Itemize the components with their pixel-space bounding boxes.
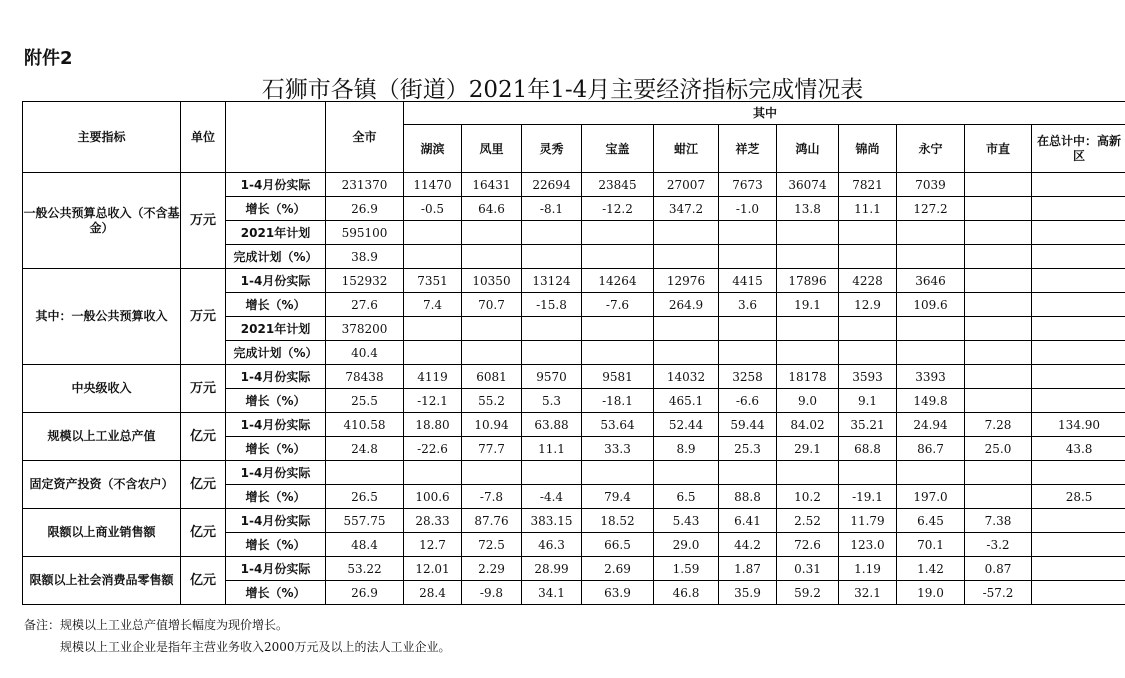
value-cell: 63.9 xyxy=(582,581,654,605)
metric-label: 增长（%） xyxy=(226,581,326,605)
header-city: 全市 xyxy=(326,102,404,173)
table-row xyxy=(23,413,1125,437)
value-cell: 1.42 xyxy=(897,557,965,581)
value-cell: 17896 xyxy=(777,269,839,293)
value-cell xyxy=(965,317,1032,341)
value-cell: 72.5 xyxy=(462,533,522,557)
metric-label: 1-4月份实际 xyxy=(226,173,326,197)
value-cell xyxy=(1032,197,1125,221)
value-cell: -0.5 xyxy=(404,197,462,221)
value-cell: 5.43 xyxy=(654,509,719,533)
value-cell xyxy=(719,245,777,269)
city-value: 595100 xyxy=(326,221,404,245)
value-cell xyxy=(897,341,965,365)
header-town: 湖滨 xyxy=(404,125,462,173)
value-cell xyxy=(897,461,965,485)
value-cell: 18.80 xyxy=(404,413,462,437)
value-cell: 10.2 xyxy=(777,485,839,509)
value-cell: 7351 xyxy=(404,269,462,293)
value-cell: 9570 xyxy=(522,365,582,389)
value-cell xyxy=(1032,293,1125,317)
value-cell: 11.1 xyxy=(522,437,582,461)
city-value: 48.4 xyxy=(326,533,404,557)
value-cell xyxy=(777,221,839,245)
table-row xyxy=(23,557,1125,581)
value-cell xyxy=(522,461,582,485)
value-cell: 28.99 xyxy=(522,557,582,581)
value-cell: 12.9 xyxy=(839,293,897,317)
value-cell xyxy=(582,317,654,341)
metric-label: 1-4月份实际 xyxy=(226,269,326,293)
value-cell: 35.21 xyxy=(839,413,897,437)
indicator-name: 一般公共预算总收入（不含基金） xyxy=(23,173,181,269)
value-cell xyxy=(965,221,1032,245)
value-cell xyxy=(777,317,839,341)
value-cell: 28.4 xyxy=(404,581,462,605)
value-cell: 16431 xyxy=(462,173,522,197)
value-cell xyxy=(965,269,1032,293)
value-cell: 29.0 xyxy=(654,533,719,557)
city-value: 152932 xyxy=(326,269,404,293)
value-cell: 2.52 xyxy=(777,509,839,533)
value-cell: 55.2 xyxy=(462,389,522,413)
value-cell: 29.1 xyxy=(777,437,839,461)
metric-label: 完成计划（%） xyxy=(226,245,326,269)
table-row xyxy=(23,365,1125,389)
value-cell: -3.2 xyxy=(965,533,1032,557)
metric-label: 2021年计划 xyxy=(226,221,326,245)
value-cell: 127.2 xyxy=(897,197,965,221)
header-among: 其中 xyxy=(404,102,1125,125)
value-cell: 63.88 xyxy=(522,413,582,437)
value-cell: 5.3 xyxy=(522,389,582,413)
header-town: 鸿山 xyxy=(777,125,839,173)
header-town: 祥芝 xyxy=(719,125,777,173)
value-cell xyxy=(1032,557,1125,581)
value-cell xyxy=(582,245,654,269)
value-cell: -7.8 xyxy=(462,485,522,509)
city-value: 38.9 xyxy=(326,245,404,269)
notes xyxy=(24,614,451,658)
value-cell: 347.2 xyxy=(654,197,719,221)
value-cell: -9.8 xyxy=(462,581,522,605)
value-cell xyxy=(719,461,777,485)
city-value: 78438 xyxy=(326,365,404,389)
value-cell xyxy=(719,317,777,341)
value-cell xyxy=(839,221,897,245)
value-cell: -8.1 xyxy=(522,197,582,221)
value-cell xyxy=(404,245,462,269)
value-cell xyxy=(965,197,1032,221)
value-cell xyxy=(654,221,719,245)
header-indicator: 主要指标 xyxy=(23,102,181,173)
header-town: 凤里 xyxy=(462,125,522,173)
value-cell: 7.4 xyxy=(404,293,462,317)
indicator-name: 固定资产投资（不含农户） xyxy=(23,461,181,509)
unit-cell: 万元 xyxy=(181,365,226,413)
value-cell xyxy=(1032,389,1125,413)
value-cell: 19.0 xyxy=(897,581,965,605)
value-cell: 34.1 xyxy=(522,581,582,605)
value-cell: 46.8 xyxy=(654,581,719,605)
indicator-name: 其中：一般公共预算收入 xyxy=(23,269,181,365)
value-cell: -15.8 xyxy=(522,293,582,317)
unit-cell: 亿元 xyxy=(181,509,226,557)
value-cell xyxy=(965,245,1032,269)
value-cell xyxy=(777,341,839,365)
value-cell: 264.9 xyxy=(654,293,719,317)
value-cell xyxy=(462,221,522,245)
header-blank xyxy=(226,102,326,173)
value-cell xyxy=(522,341,582,365)
value-cell: 109.6 xyxy=(897,293,965,317)
value-cell xyxy=(965,485,1032,509)
metric-label: 增长（%） xyxy=(226,437,326,461)
city-value: 410.58 xyxy=(326,413,404,437)
header-town: 蚶江 xyxy=(654,125,719,173)
value-cell: 22694 xyxy=(522,173,582,197)
value-cell: 4228 xyxy=(839,269,897,293)
city-value xyxy=(326,461,404,485)
metric-label: 1-4月份实际 xyxy=(226,365,326,389)
value-cell: 9.1 xyxy=(839,389,897,413)
city-value: 231370 xyxy=(326,173,404,197)
value-cell: 6081 xyxy=(462,365,522,389)
value-cell xyxy=(522,221,582,245)
value-cell xyxy=(965,461,1032,485)
value-cell xyxy=(1032,245,1125,269)
value-cell: 23845 xyxy=(582,173,654,197)
table-row xyxy=(23,461,1125,485)
value-cell: -12.1 xyxy=(404,389,462,413)
metric-label: 增长（%） xyxy=(226,533,326,557)
value-cell: 33.3 xyxy=(582,437,654,461)
city-value: 53.22 xyxy=(326,557,404,581)
value-cell xyxy=(654,341,719,365)
note-1: 备注：规模以上工业总产值增长幅度为现价增长。 xyxy=(24,618,289,632)
value-cell: 88.8 xyxy=(719,485,777,509)
value-cell xyxy=(839,317,897,341)
value-cell: 18178 xyxy=(777,365,839,389)
value-cell: 14264 xyxy=(582,269,654,293)
value-cell: 59.44 xyxy=(719,413,777,437)
value-cell: 36074 xyxy=(777,173,839,197)
metric-label: 1-4月份实际 xyxy=(226,413,326,437)
value-cell: -57.2 xyxy=(965,581,1032,605)
value-cell: 1.59 xyxy=(654,557,719,581)
header-town: 锦尚 xyxy=(839,125,897,173)
value-cell: 25.3 xyxy=(719,437,777,461)
value-cell: 44.2 xyxy=(719,533,777,557)
unit-cell: 亿元 xyxy=(181,413,226,461)
value-cell xyxy=(1032,533,1125,557)
indicator-name: 规模以上工业总产值 xyxy=(23,413,181,461)
header-town: 在总计中：高新区 xyxy=(1032,125,1125,173)
value-cell: 28.5 xyxy=(1032,485,1125,509)
value-cell: 9.0 xyxy=(777,389,839,413)
value-cell: 3258 xyxy=(719,365,777,389)
value-cell: 12.01 xyxy=(404,557,462,581)
value-cell: 100.6 xyxy=(404,485,462,509)
value-cell: -19.1 xyxy=(839,485,897,509)
value-cell: 465.1 xyxy=(654,389,719,413)
value-cell: 3646 xyxy=(897,269,965,293)
value-cell: 2.29 xyxy=(462,557,522,581)
value-cell xyxy=(654,317,719,341)
unit-cell: 亿元 xyxy=(181,461,226,509)
value-cell: 53.64 xyxy=(582,413,654,437)
value-cell: -12.2 xyxy=(582,197,654,221)
value-cell: 3.6 xyxy=(719,293,777,317)
value-cell: 6.41 xyxy=(719,509,777,533)
value-cell: 13.8 xyxy=(777,197,839,221)
table-row xyxy=(23,509,1125,533)
value-cell: 79.4 xyxy=(582,485,654,509)
value-cell: 1.19 xyxy=(839,557,897,581)
value-cell xyxy=(1032,581,1125,605)
unit-cell: 亿元 xyxy=(181,557,226,605)
metric-label: 增长（%） xyxy=(226,389,326,413)
value-cell xyxy=(1032,317,1125,341)
value-cell: -18.1 xyxy=(582,389,654,413)
value-cell: -7.6 xyxy=(582,293,654,317)
metric-label: 2021年计划 xyxy=(226,317,326,341)
value-cell xyxy=(1032,341,1125,365)
header-town: 永宁 xyxy=(897,125,965,173)
value-cell xyxy=(522,317,582,341)
city-value: 24.8 xyxy=(326,437,404,461)
value-cell: 70.1 xyxy=(897,533,965,557)
value-cell: 64.6 xyxy=(462,197,522,221)
value-cell: 35.9 xyxy=(719,581,777,605)
value-cell: 8.9 xyxy=(654,437,719,461)
value-cell: 0.87 xyxy=(965,557,1032,581)
unit-cell: 万元 xyxy=(181,173,226,269)
city-value: 26.9 xyxy=(326,581,404,605)
value-cell xyxy=(965,341,1032,365)
value-cell: 149.8 xyxy=(897,389,965,413)
value-cell xyxy=(462,461,522,485)
value-cell xyxy=(654,245,719,269)
value-cell: 84.02 xyxy=(777,413,839,437)
value-cell: 7.28 xyxy=(965,413,1032,437)
value-cell: 72.6 xyxy=(777,533,839,557)
value-cell: 7039 xyxy=(897,173,965,197)
value-cell xyxy=(582,341,654,365)
metric-label: 完成计划（%） xyxy=(226,341,326,365)
value-cell xyxy=(965,389,1032,413)
value-cell: 197.0 xyxy=(897,485,965,509)
header-town: 市直 xyxy=(965,125,1032,173)
value-cell xyxy=(462,317,522,341)
city-value: 26.5 xyxy=(326,485,404,509)
value-cell: 10.94 xyxy=(462,413,522,437)
value-cell: 7821 xyxy=(839,173,897,197)
city-value: 557.75 xyxy=(326,509,404,533)
metric-label: 增长（%） xyxy=(226,485,326,509)
metric-label: 1-4月份实际 xyxy=(226,557,326,581)
value-cell xyxy=(462,341,522,365)
value-cell: 14032 xyxy=(654,365,719,389)
unit-cell: 万元 xyxy=(181,269,226,365)
value-cell xyxy=(965,173,1032,197)
value-cell: 43.8 xyxy=(1032,437,1125,461)
metric-label: 1-4月份实际 xyxy=(226,509,326,533)
value-cell: 24.94 xyxy=(897,413,965,437)
value-cell xyxy=(777,245,839,269)
value-cell: 25.0 xyxy=(965,437,1032,461)
value-cell xyxy=(839,245,897,269)
value-cell: 12.7 xyxy=(404,533,462,557)
value-cell: 10350 xyxy=(462,269,522,293)
value-cell: -4.4 xyxy=(522,485,582,509)
value-cell xyxy=(965,365,1032,389)
value-cell: 2.69 xyxy=(582,557,654,581)
value-cell: 77.7 xyxy=(462,437,522,461)
value-cell xyxy=(404,341,462,365)
value-cell xyxy=(1032,509,1125,533)
value-cell: 19.1 xyxy=(777,293,839,317)
value-cell: 3593 xyxy=(839,365,897,389)
value-cell: 28.33 xyxy=(404,509,462,533)
value-cell: 0.31 xyxy=(777,557,839,581)
value-cell: 6.5 xyxy=(654,485,719,509)
value-cell: -1.0 xyxy=(719,197,777,221)
value-cell xyxy=(582,461,654,485)
page-title: 石狮市各镇（街道）2021年1-4月主要经济指标完成情况表 xyxy=(261,77,864,103)
value-cell: 3393 xyxy=(897,365,965,389)
value-cell: 9581 xyxy=(582,365,654,389)
value-cell: 87.76 xyxy=(462,509,522,533)
value-cell: 134.90 xyxy=(1032,413,1125,437)
city-value: 378200 xyxy=(326,317,404,341)
header-unit: 单位 xyxy=(181,102,226,173)
value-cell xyxy=(654,461,719,485)
value-cell xyxy=(1032,365,1125,389)
value-cell: 66.5 xyxy=(582,533,654,557)
value-cell: 59.2 xyxy=(777,581,839,605)
indicator-name: 中央级收入 xyxy=(23,365,181,413)
value-cell xyxy=(839,461,897,485)
value-cell: 68.8 xyxy=(839,437,897,461)
value-cell xyxy=(1032,173,1125,197)
value-cell: 383.15 xyxy=(522,509,582,533)
value-cell: 7673 xyxy=(719,173,777,197)
note-2: 规模以上工业企业是指年主营业务收入2000万元及以上的法人工业企业。 xyxy=(60,640,451,654)
value-cell xyxy=(965,293,1032,317)
value-cell xyxy=(1032,269,1125,293)
value-cell: -22.6 xyxy=(404,437,462,461)
attachment-label: 附件2 xyxy=(24,48,73,69)
value-cell: 11.79 xyxy=(839,509,897,533)
value-cell xyxy=(1032,461,1125,485)
value-cell xyxy=(897,317,965,341)
table-body xyxy=(23,102,1125,605)
value-cell: 4119 xyxy=(404,365,462,389)
value-cell: 18.52 xyxy=(582,509,654,533)
table-row xyxy=(23,173,1125,197)
indicator-table xyxy=(22,101,1125,605)
value-cell: 13124 xyxy=(522,269,582,293)
header-row-1 xyxy=(23,102,1125,125)
value-cell: 12976 xyxy=(654,269,719,293)
value-cell xyxy=(582,221,654,245)
header-town: 灵秀 xyxy=(522,125,582,173)
metric-label: 增长（%） xyxy=(226,197,326,221)
header-town: 宝盖 xyxy=(582,125,654,173)
value-cell: 7.38 xyxy=(965,509,1032,533)
value-cell xyxy=(839,341,897,365)
value-cell: 11.1 xyxy=(839,197,897,221)
value-cell: 27007 xyxy=(654,173,719,197)
value-cell: 1.87 xyxy=(719,557,777,581)
value-cell xyxy=(719,341,777,365)
value-cell xyxy=(777,461,839,485)
city-value: 27.6 xyxy=(326,293,404,317)
metric-label: 1-4月份实际 xyxy=(226,461,326,485)
value-cell: 123.0 xyxy=(839,533,897,557)
table-row xyxy=(23,269,1125,293)
value-cell xyxy=(404,461,462,485)
value-cell: 46.3 xyxy=(522,533,582,557)
value-cell: -6.6 xyxy=(719,389,777,413)
value-cell: 32.1 xyxy=(839,581,897,605)
value-cell xyxy=(404,317,462,341)
value-cell xyxy=(719,221,777,245)
value-cell: 86.7 xyxy=(897,437,965,461)
indicator-name: 限额以上商业销售额 xyxy=(23,509,181,557)
city-value: 26.9 xyxy=(326,197,404,221)
value-cell xyxy=(1032,221,1125,245)
value-cell xyxy=(404,221,462,245)
value-cell xyxy=(522,245,582,269)
value-cell xyxy=(897,221,965,245)
city-value: 25.5 xyxy=(326,389,404,413)
value-cell: 6.45 xyxy=(897,509,965,533)
indicator-name: 限额以上社会消费品零售额 xyxy=(23,557,181,605)
value-cell: 4415 xyxy=(719,269,777,293)
value-cell: 52.44 xyxy=(654,413,719,437)
metric-label: 增长（%） xyxy=(226,293,326,317)
value-cell xyxy=(462,245,522,269)
value-cell xyxy=(897,245,965,269)
city-value: 40.4 xyxy=(326,341,404,365)
value-cell: 70.7 xyxy=(462,293,522,317)
value-cell: 11470 xyxy=(404,173,462,197)
